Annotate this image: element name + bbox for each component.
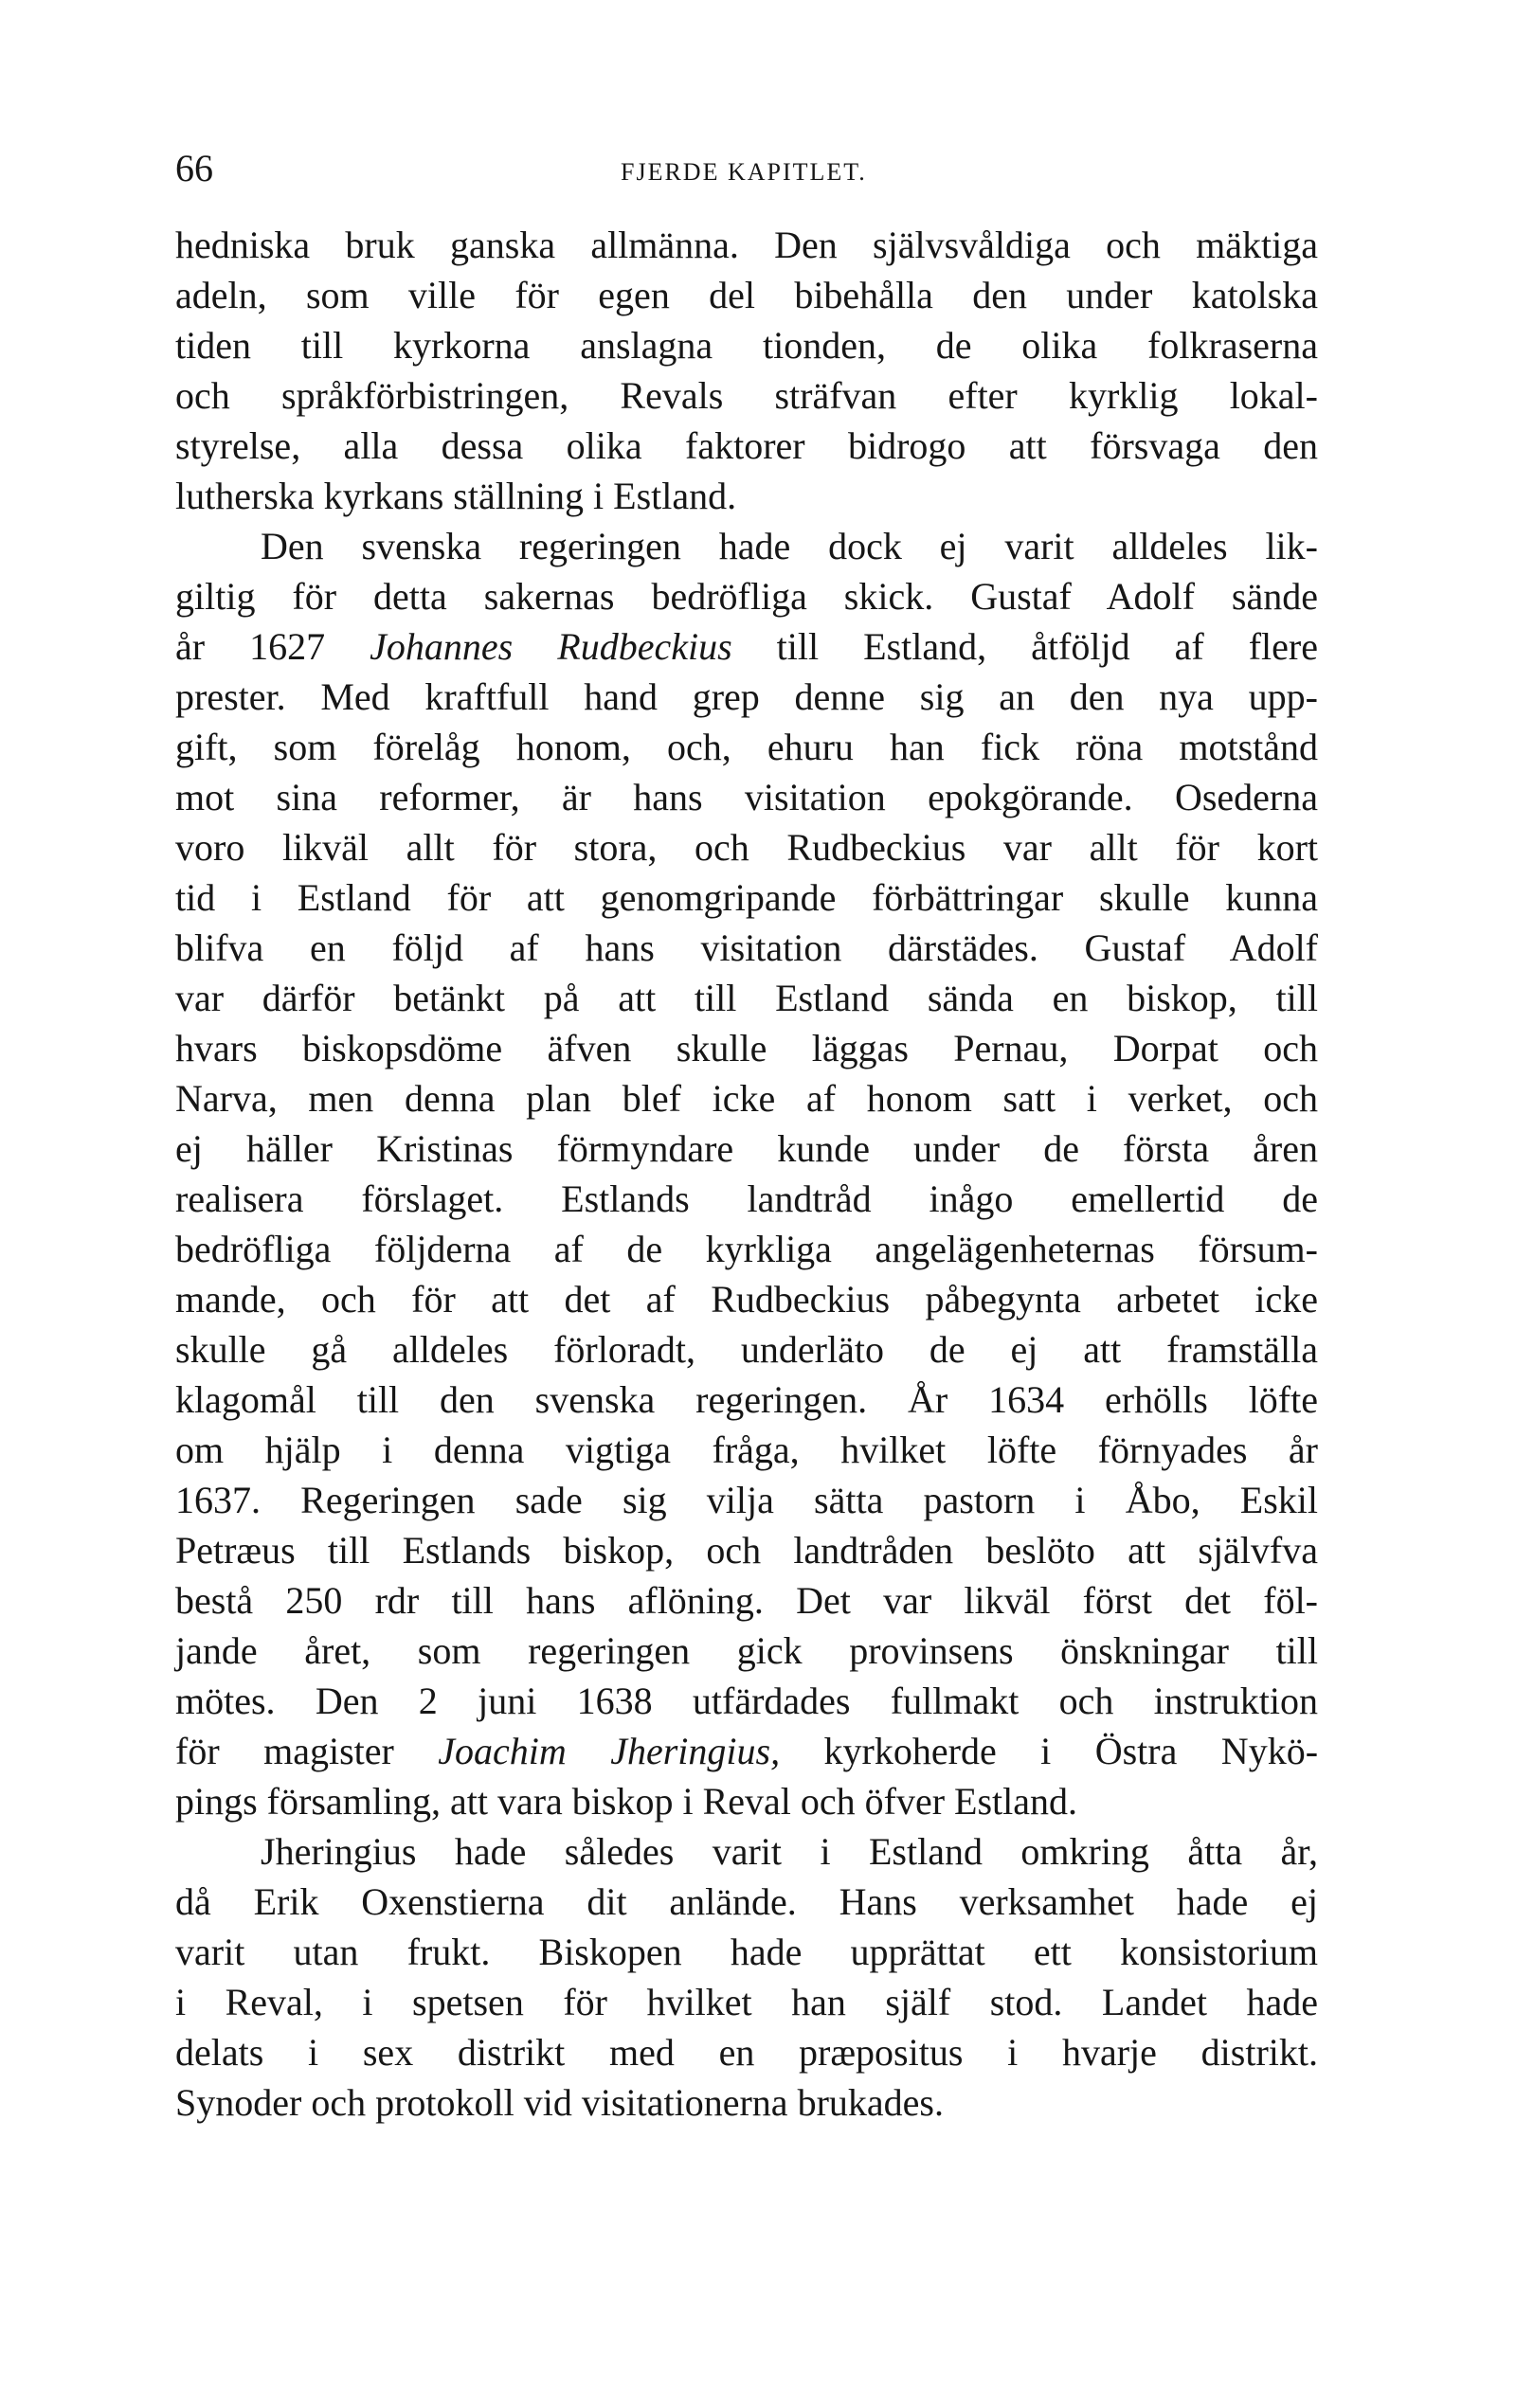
text-line: Narva, men denna plan blef icke af honom satt i verket, och: [175, 1077, 1318, 1120]
text-line: tiden till kyrkorna anslagna tionden, de olika folkraserna: [175, 324, 1318, 367]
text-line: gift, som förelåg honom, och, ehuru han fick röna motstånd: [175, 726, 1318, 768]
text-line: hvars biskopsdöme äfven skulle läggas Pernau, Dorpat och: [175, 1027, 1318, 1069]
text-line: och språkförbistringen, Revals sträfvan efter kyrklig lokal-: [175, 374, 1318, 417]
text-line: giltig för detta sakernas bedröfliga skick. Gustaf Adolf sände: [175, 575, 1318, 618]
text-line: klagomål till den svenska regeringen. År 1634 erhölls löfte: [175, 1378, 1318, 1421]
text-line: voro likväl allt för stora, och Rudbeckius var allt för kort: [175, 826, 1318, 869]
text-line: då Erik Oxenstierna dit anlände. Hans verksamhet hade ej: [175, 1880, 1318, 1923]
person-name: Johannes Rudbeckius: [370, 625, 732, 668]
text-line: jande året, som regeringen gick provinsens önskningar till: [175, 1629, 1318, 1672]
page-header: [175, 140, 1318, 197]
text-segment: kyrkoherde i Östra Nykö-: [780, 1730, 1319, 1772]
text-line: blifva en följd af hans visitation därstädes. Gustaf Adolf: [175, 926, 1318, 969]
text-line: Den svenska regeringen hade dock ej varit alldeles lik-: [261, 525, 1318, 567]
text-segment: år 1627: [175, 625, 370, 668]
text-line: mande, och för att det af Rudbeckius påbegynta arbetet icke: [175, 1278, 1318, 1321]
text-line: adeln, som ville för egen del bibehålla den under katolska: [175, 274, 1318, 316]
text-line: skulle gå alldeles förloradt, underläto de ej att framställa: [175, 1328, 1318, 1371]
body-text: [175, 220, 1318, 2128]
person-name: Joachim Jheringius,: [438, 1730, 781, 1772]
text-line: var därför betänkt på att till Estland sända en biskop, till: [175, 977, 1318, 1019]
text-line: Synoder och protokoll vid visitationerna brukades.: [175, 2081, 944, 2124]
text-line: bestå 250 rdr till hans aflöning. Det var likväl först det föl-: [175, 1579, 1318, 1622]
text-line: prester. Med kraftfull hand grep denne sig an den nya upp-: [175, 675, 1318, 718]
text-line: pings församling, att vara biskop i Reval och öfver Estland.: [175, 1780, 1078, 1823]
text-line: delats i sex distrikt med en præpositus i hvarje distrikt.: [175, 2031, 1318, 2074]
text-segment: till Estland, åtföljd af flere: [731, 625, 1318, 668]
text-line: 1637. Regeringen sade sig vilja sätta pastorn i Åbo, Eskil: [175, 1479, 1318, 1521]
text-line: realisera förslaget. Estlands landtråd inågo emellertid de: [175, 1177, 1318, 1220]
text-segment: för magister: [175, 1730, 439, 1772]
text-line: i Reval, i spetsen för hvilket han själf stod. Landet hade: [175, 1981, 1318, 2023]
text-line: hedniska bruk ganska allmänna. Den självsvåldiga och mäktiga: [175, 224, 1318, 266]
text-line: bedröfliga följderna af de kyrkliga angelägenheternas försum-: [175, 1228, 1318, 1270]
text-line: mötes. Den 2 juni 1638 utfärdades fullmakt och instruktion: [175, 1680, 1318, 1722]
text-line: varit utan frukt. Biskopen hade upprättat ett konsistorium: [175, 1931, 1318, 1973]
text-line: tid i Estland för att genomgripande förbättringar skulle kunna: [175, 876, 1318, 919]
text-line: styrelse, alla dessa olika faktorer bidrogo att försvaga den: [175, 424, 1318, 467]
text-line: ej häller Kristinas förmyndare kunde under de första åren: [175, 1127, 1318, 1170]
text-line: lutherska kyrkans ställning i Estland.: [175, 475, 737, 517]
running-head: FJERDE KAPITLET.: [621, 158, 867, 186]
text-line: Jheringius hade således varit i Estland omkring åtta år,: [261, 1830, 1318, 1873]
text-line: mot sina reformer, är hans visitation epokgörande. Osederna: [175, 776, 1318, 818]
text-line: [175, 1726, 1318, 1776]
text-line: [175, 621, 1318, 672]
text-line: Petræus till Estlands biskop, och landtråden beslöto att självfva: [175, 1529, 1318, 1572]
text-line: om hjälp i denna vigtiga fråga, hvilket löfte förnyades år: [175, 1429, 1318, 1471]
page-number: 66: [175, 147, 213, 189]
